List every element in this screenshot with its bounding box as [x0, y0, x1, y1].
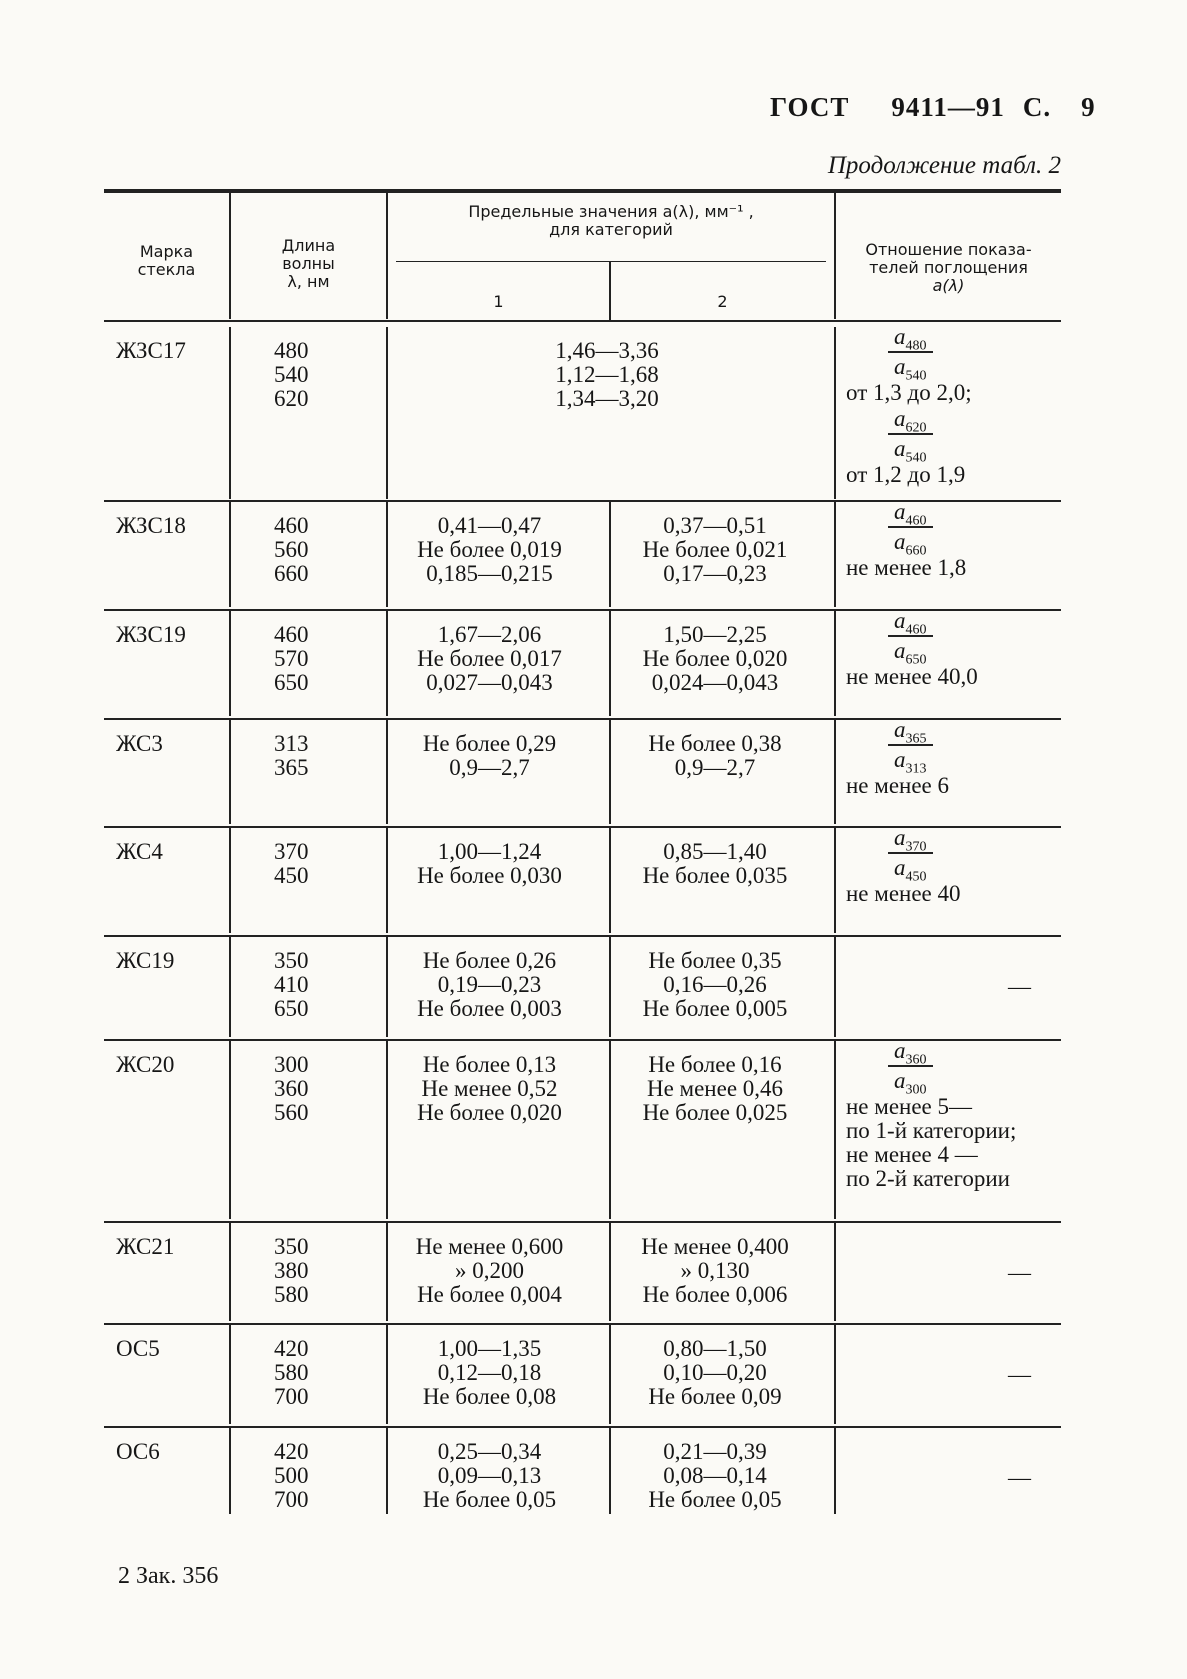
- header-wavelength: Длина волны λ, нм: [281, 236, 336, 291]
- limit-value: 0,9—2,7: [674, 755, 756, 780]
- ratio-denominator: $a_{650}$: [894, 638, 927, 668]
- category-1-values: [387, 732, 592, 780]
- limit-value: 0,09—0,13: [437, 1463, 542, 1488]
- wavelength-cell: [274, 339, 354, 411]
- limit-value: Не более 0,019: [417, 537, 562, 562]
- ratio-numerator: $a_{460}$: [888, 607, 933, 637]
- ratio-fraction: [888, 498, 933, 559]
- denominator-wavelength: 450: [905, 869, 927, 885]
- wavelength-value: 500: [274, 1463, 309, 1488]
- category-2-values: [610, 1235, 820, 1307]
- limit-value: 1,00—1,35: [437, 1336, 542, 1361]
- ratio-condition: не менее 1,8: [846, 555, 967, 580]
- ratio-fraction: [888, 1037, 933, 1098]
- numerator-wavelength: 480: [905, 338, 927, 354]
- wavelength-value: 580: [274, 1360, 309, 1385]
- limit-value: Не более 0,16: [648, 1052, 782, 1077]
- no-ratio-dash: —: [1008, 1260, 1031, 1285]
- page-number: 9: [1081, 92, 1096, 122]
- header-limits: Предельные значения a(λ), мм⁻¹ , для категорий: [468, 202, 754, 239]
- limit-value: Не более 0,005: [642, 996, 788, 1021]
- column-divider: [229, 828, 231, 933]
- limit-value: 0,10—0,20: [663, 1360, 767, 1385]
- numerator-wavelength: 360: [905, 1052, 927, 1068]
- ratio-denominator: $a_{313}$: [894, 747, 927, 777]
- denominator-wavelength: 650: [905, 652, 927, 668]
- wavelength-cell: [274, 1235, 354, 1307]
- wavelength-cell: [274, 1440, 354, 1512]
- wavelength-value: 365: [274, 755, 309, 780]
- column-divider: [229, 720, 231, 824]
- wavelength-value: 370: [274, 839, 309, 864]
- limit-value: 1,50—2,25: [663, 622, 767, 647]
- limit-value: 0,80—1,50: [663, 1336, 767, 1361]
- limit-value: 0,12—0,18: [437, 1360, 542, 1385]
- numerator-wavelength: 620: [905, 420, 927, 436]
- category-2-values: [610, 514, 820, 586]
- category-2-values: [610, 1337, 820, 1409]
- limit-value: 0,027—0,043: [426, 670, 553, 695]
- limit-value: Не менее 0,600: [415, 1234, 564, 1259]
- absorption-ratio: [846, 323, 1061, 487]
- limit-value: 0,17—0,23: [663, 561, 767, 586]
- ratio-condition: по 1-й категории;: [846, 1118, 1017, 1143]
- limit-value: 0,16—0,26: [663, 972, 767, 997]
- header-bottom-rule: [104, 320, 1061, 322]
- wavelength-value: 650: [274, 996, 309, 1021]
- category-1-values: [387, 1235, 592, 1307]
- absorption-ratio: [846, 1037, 1061, 1191]
- limit-value: 1,12—1,68: [555, 362, 659, 387]
- column-divider: [229, 1325, 231, 1424]
- limit-value: 0,41—0,47: [437, 513, 542, 538]
- header-category-1: 1: [493, 292, 504, 311]
- row-rule: [104, 935, 1061, 937]
- page-prefix: С.: [1022, 92, 1052, 122]
- wavelength-value: 460: [274, 622, 309, 647]
- column-divider: [834, 1223, 836, 1321]
- wavelength-value: 700: [274, 1384, 309, 1409]
- wavelength-value: 380: [274, 1258, 309, 1283]
- limit-value: » 0,130: [680, 1258, 750, 1283]
- ratio-denominator: $a_{300}$: [894, 1068, 927, 1098]
- glass-mark: ОС6: [116, 1439, 160, 1464]
- wavelength-value: 700: [274, 1487, 309, 1512]
- glass-mark: ЖС21: [116, 1234, 175, 1259]
- category-1-values: [387, 623, 592, 695]
- limit-value: Не более 0,003: [417, 996, 562, 1021]
- wavelength-cell: [274, 949, 354, 1021]
- column-divider: [229, 1223, 231, 1321]
- ratio-condition: не менее 4 —: [846, 1142, 978, 1167]
- column-divider: [834, 1325, 836, 1424]
- wavelength-cell: [274, 514, 354, 586]
- ratio-condition: не менее 40,0: [846, 664, 978, 689]
- limit-value: Не более 0,025: [642, 1100, 788, 1125]
- limit-value: 0,21—0,39: [663, 1439, 767, 1464]
- ratio-numerator: $a_{620}$: [888, 405, 933, 435]
- page-header: [770, 92, 1096, 123]
- wavelength-cell: [274, 623, 354, 695]
- ratio-fraction: [888, 716, 933, 777]
- ratio-numerator: $a_{370}$: [888, 824, 933, 854]
- wavelength-value: 350: [274, 948, 309, 973]
- absorption-ratio: [846, 607, 1061, 689]
- no-ratio-dash: —: [1008, 1465, 1031, 1490]
- wavelength-value: 620: [274, 386, 309, 411]
- column-divider: [834, 1041, 836, 1219]
- wavelength-value: 360: [274, 1076, 309, 1101]
- limit-value: Не более 0,021: [642, 537, 788, 562]
- limit-value: Не более 0,020: [642, 646, 788, 671]
- header-ratio: Отношение показа- телей поглощения a(λ): [865, 240, 1032, 295]
- glass-mark: ЖС3: [116, 731, 163, 756]
- numerator-wavelength: 370: [905, 839, 927, 855]
- limit-value: 0,185—0,215: [426, 561, 553, 586]
- row-rule: [104, 1323, 1061, 1325]
- category-1-values: [387, 1337, 592, 1409]
- numerator-wavelength: 365: [905, 731, 927, 747]
- limit-value: Не менее 0,400: [641, 1234, 789, 1259]
- table-continuation-caption: Продолжение табл. 2: [827, 152, 1061, 179]
- ratio-numerator: $a_{480}$: [888, 323, 933, 353]
- column-divider: [834, 327, 836, 499]
- column-divider: [834, 828, 836, 933]
- ratio-numerator: $a_{360}$: [888, 1037, 933, 1067]
- ratio-condition: от 1,3 до 2,0;: [846, 380, 972, 405]
- category-2-values: [610, 1440, 820, 1512]
- wavelength-value: 300: [274, 1052, 309, 1077]
- column-divider: [834, 1428, 836, 1514]
- limit-value: » 0,200: [455, 1258, 524, 1283]
- ratio-denominator: $a_{660}$: [894, 529, 927, 559]
- column-divider: [834, 611, 836, 716]
- category-2-values: [610, 732, 820, 780]
- limit-value: Не более 0,05: [648, 1487, 782, 1512]
- header-mark: Марка стекла: [137, 242, 196, 279]
- denominator-wavelength: 313: [905, 761, 927, 777]
- wavelength-cell: [274, 840, 354, 888]
- category-2-values: [610, 1053, 820, 1125]
- wavelength-value: 480: [274, 338, 309, 363]
- limit-value: 0,08—0,14: [663, 1463, 767, 1488]
- ratio-fraction: [888, 323, 933, 384]
- category-2-values: [610, 949, 820, 1021]
- standard-label: ГОСТ: [770, 92, 850, 122]
- column-divider: [229, 327, 231, 499]
- category-2-values: [610, 623, 820, 695]
- row-rule: [104, 1221, 1061, 1223]
- denominator-wavelength: 540: [905, 450, 927, 466]
- absorption-ratio: [846, 824, 1061, 906]
- limit-value: 1,67—2,06: [437, 622, 542, 647]
- ratio-numerator: $a_{365}$: [888, 716, 933, 746]
- row-rule: [104, 1426, 1061, 1428]
- ratio-fraction: [888, 405, 933, 466]
- column-divider: [229, 502, 231, 607]
- wavelength-value: 650: [274, 670, 309, 695]
- ratio-condition: не менее 40: [846, 881, 961, 906]
- category-1-values: [387, 840, 592, 888]
- no-ratio-dash: —: [1008, 974, 1031, 999]
- glass-mark: ОС5: [116, 1336, 160, 1361]
- column-divider: [229, 1041, 231, 1219]
- column-divider: [834, 937, 836, 1037]
- category-2-values: [610, 840, 820, 888]
- wavelength-value: 313: [274, 731, 309, 756]
- category-1-values: [387, 1440, 592, 1512]
- glass-mark: ЖЗС18: [116, 513, 186, 538]
- wavelength-value: 570: [274, 646, 309, 671]
- wavelength-value: 450: [274, 863, 309, 888]
- limit-value: Не более 0,09: [648, 1384, 782, 1409]
- wavelength-value: 410: [274, 972, 309, 997]
- wavelength-value: 540: [274, 362, 309, 387]
- limit-value: Не более 0,29: [422, 731, 557, 756]
- limit-value: Не менее 0,52: [421, 1076, 558, 1101]
- numerator-wavelength: 460: [905, 513, 927, 529]
- limit-value: Не более 0,05: [422, 1487, 557, 1512]
- limit-value: Не более 0,006: [642, 1282, 788, 1307]
- ratio-condition: от 1,2 до 1,9: [846, 462, 966, 487]
- limit-value: 0,19—0,23: [437, 972, 542, 997]
- limit-value: 1,34—3,20: [555, 386, 659, 411]
- header-category-2: 2: [717, 292, 728, 311]
- denominator-wavelength: 300: [905, 1082, 927, 1098]
- limit-value: Не менее 0,46: [646, 1076, 784, 1101]
- column-divider: [834, 502, 836, 607]
- category-1-values: [387, 514, 592, 586]
- wavelength-value: 560: [274, 537, 309, 562]
- denominator-wavelength: 540: [905, 368, 927, 384]
- table-top-rule: [104, 189, 1061, 193]
- glass-mark: ЖС20: [116, 1052, 175, 1077]
- ratio-denominator: $a_{540}$: [894, 354, 927, 384]
- absorption-ratio: [846, 716, 1061, 798]
- ratio-numerator: $a_{460}$: [888, 498, 933, 528]
- ratio-condition: не менее 6: [846, 773, 950, 798]
- wavelength-cell: [274, 732, 354, 780]
- limit-value: Не более 0,26: [422, 948, 557, 973]
- wavelength-cell: [274, 1337, 354, 1409]
- wavelength-cell: [274, 1053, 354, 1125]
- print-order-footer: 2 Зак. 356: [118, 1563, 219, 1589]
- column-divider: [229, 937, 231, 1037]
- limit-value: Не более 0,004: [417, 1282, 562, 1307]
- category-1-values: [387, 1053, 592, 1125]
- wavelength-value: 580: [274, 1282, 309, 1307]
- limit-value: Не более 0,08: [422, 1384, 557, 1409]
- limit-value: 0,85—1,40: [663, 839, 767, 864]
- limit-value: 1,00—1,24: [437, 839, 542, 864]
- category-1-values: [387, 949, 592, 1021]
- limit-value: Не более 0,38: [648, 731, 782, 756]
- limit-value: 0,024—0,043: [651, 670, 779, 695]
- standard-number: 9411—91: [891, 92, 1005, 122]
- limit-value-merged: [387, 339, 827, 411]
- limits-subheader-rule: [396, 261, 826, 262]
- glass-mark: ЖЗС19: [116, 622, 186, 647]
- limit-value: 0,9—2,7: [449, 755, 530, 780]
- denominator-wavelength: 660: [905, 543, 927, 559]
- limit-value: 0,37—0,51: [663, 513, 767, 538]
- wavelength-value: 460: [274, 513, 309, 538]
- limit-value: Не более 0,035: [642, 863, 788, 888]
- ratio-denominator: $a_{450}$: [894, 855, 927, 885]
- wavelength-value: 420: [274, 1336, 309, 1361]
- ratio-condition: не менее 5—: [846, 1094, 973, 1119]
- glass-mark: ЖС4: [116, 839, 163, 864]
- absorption-ratio: [846, 498, 1061, 580]
- numerator-wavelength: 460: [905, 622, 927, 638]
- ratio-fraction: [888, 607, 933, 668]
- wavelength-value: 420: [274, 1439, 309, 1464]
- column-divider: [229, 611, 231, 716]
- limit-value: 0,25—0,34: [437, 1439, 542, 1464]
- wavelength-value: 660: [274, 561, 309, 586]
- limit-value: Не более 0,13: [422, 1052, 557, 1077]
- limit-value: Не более 0,030: [417, 863, 562, 888]
- limit-value: Не более 0,017: [417, 646, 562, 671]
- ratio-condition: по 2-й категории: [846, 1166, 1010, 1191]
- limit-value: Не более 0,35: [648, 948, 782, 973]
- limit-value: 1,46—3,36: [555, 338, 659, 363]
- ratio-denominator: $a_{540}$: [894, 436, 927, 466]
- column-divider: [229, 1428, 231, 1514]
- wavelength-value: 350: [274, 1234, 309, 1259]
- ratio-fraction: [888, 824, 933, 885]
- wavelength-value: 560: [274, 1100, 309, 1125]
- limit-value: Не более 0,020: [417, 1100, 562, 1125]
- category-divider: [609, 262, 611, 320]
- no-ratio-dash: —: [1008, 1362, 1031, 1387]
- glass-mark: ЖС19: [116, 948, 175, 973]
- glass-mark: ЖЗС17: [116, 338, 186, 363]
- column-divider: [834, 720, 836, 824]
